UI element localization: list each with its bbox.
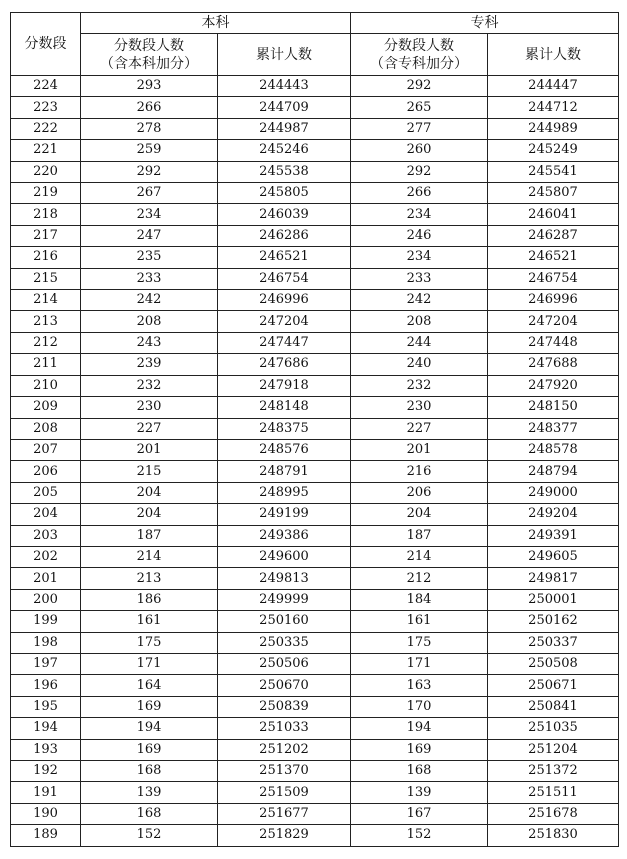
cell-zhuanke-cumulative: 244989 (488, 118, 619, 139)
cell-benke-cumulative: 244987 (218, 118, 351, 139)
cell-score: 205 (11, 482, 81, 503)
header-zhuanke-cumulative: 累计人数 (488, 34, 619, 76)
cell-zhuanke-cumulative: 251830 (488, 825, 619, 846)
table-row (11, 803, 619, 824)
cell-zhuanke-cumulative: 246287 (488, 225, 619, 246)
cell-score: 189 (11, 825, 81, 846)
cell-score: 215 (11, 268, 81, 289)
table-row (11, 761, 619, 782)
cell-zhuanke-count: 234 (351, 247, 488, 268)
cell-benke-cumulative: 247686 (218, 354, 351, 375)
cell-score: 197 (11, 653, 81, 674)
table-body (11, 76, 619, 847)
table-row (11, 247, 619, 268)
cell-zhuanke-cumulative: 245249 (488, 140, 619, 161)
cell-benke-cumulative: 250335 (218, 632, 351, 653)
cell-zhuanke-cumulative: 249391 (488, 525, 619, 546)
cell-benke-cumulative: 246286 (218, 225, 351, 246)
cell-zhuanke-count: 266 (351, 183, 488, 204)
cell-benke-count: 259 (81, 140, 218, 161)
cell-zhuanke-cumulative: 244712 (488, 97, 619, 118)
cell-benke-count: 233 (81, 268, 218, 289)
table-row (11, 204, 619, 225)
cell-score: 193 (11, 739, 81, 760)
table-row (11, 675, 619, 696)
cell-benke-count: 168 (81, 761, 218, 782)
cell-score: 207 (11, 439, 81, 460)
cell-benke-count: 232 (81, 375, 218, 396)
cell-score: 201 (11, 568, 81, 589)
header-benke: 本科 (81, 13, 351, 34)
cell-benke-cumulative: 250670 (218, 675, 351, 696)
table-row (11, 504, 619, 525)
cell-zhuanke-count: 168 (351, 761, 488, 782)
cell-zhuanke-count: 234 (351, 204, 488, 225)
cell-score: 219 (11, 183, 81, 204)
table-row (11, 525, 619, 546)
table-row (11, 589, 619, 610)
cell-zhuanke-cumulative: 245807 (488, 183, 619, 204)
table-row (11, 268, 619, 289)
cell-zhuanke-cumulative: 248794 (488, 461, 619, 482)
cell-benke-cumulative: 250506 (218, 653, 351, 674)
cell-zhuanke-count: 265 (351, 97, 488, 118)
table-row (11, 739, 619, 760)
cell-zhuanke-cumulative: 249000 (488, 482, 619, 503)
cell-zhuanke-count: 214 (351, 546, 488, 567)
cell-zhuanke-count: 260 (351, 140, 488, 161)
cell-score: 214 (11, 290, 81, 311)
cell-benke-count: 227 (81, 418, 218, 439)
cell-zhuanke-count: 246 (351, 225, 488, 246)
cell-benke-count: 215 (81, 461, 218, 482)
cell-zhuanke-cumulative: 250671 (488, 675, 619, 696)
cell-benke-cumulative: 244443 (218, 76, 351, 97)
cell-benke-cumulative: 251370 (218, 761, 351, 782)
header-score: 分数段 (11, 13, 81, 76)
cell-benke-cumulative: 251202 (218, 739, 351, 760)
table-row (11, 718, 619, 739)
cell-score: 223 (11, 97, 81, 118)
cell-benke-count: 175 (81, 632, 218, 653)
header-zhuanke-count-line2: （含专科加分） (370, 55, 468, 72)
cell-benke-count: 194 (81, 718, 218, 739)
cell-benke-count: 152 (81, 825, 218, 846)
table-row (11, 418, 619, 439)
table-row (11, 76, 619, 97)
table-row (11, 653, 619, 674)
cell-benke-cumulative: 246996 (218, 290, 351, 311)
cell-zhuanke-count: 227 (351, 418, 488, 439)
cell-score: 208 (11, 418, 81, 439)
cell-zhuanke-count: 242 (351, 290, 488, 311)
cell-benke-count: 267 (81, 183, 218, 204)
cell-score: 200 (11, 589, 81, 610)
cell-zhuanke-cumulative: 250162 (488, 611, 619, 632)
cell-zhuanke-count: 152 (351, 825, 488, 846)
cell-benke-count: 235 (81, 247, 218, 268)
cell-benke-cumulative: 246039 (218, 204, 351, 225)
cell-benke-cumulative: 247918 (218, 375, 351, 396)
cell-zhuanke-cumulative: 248377 (488, 418, 619, 439)
table-row (11, 611, 619, 632)
table-row (11, 375, 619, 396)
table-row (11, 140, 619, 161)
cell-score: 210 (11, 375, 81, 396)
cell-zhuanke-cumulative: 248150 (488, 397, 619, 418)
table-row (11, 461, 619, 482)
cell-benke-cumulative: 250839 (218, 696, 351, 717)
header-zhuanke: 专科 (351, 13, 619, 34)
table-row (11, 225, 619, 246)
cell-zhuanke-cumulative: 246041 (488, 204, 619, 225)
header-row-columns (11, 34, 619, 76)
cell-score: 204 (11, 504, 81, 525)
cell-score: 212 (11, 332, 81, 353)
cell-zhuanke-count: 233 (351, 268, 488, 289)
cell-benke-count: 201 (81, 439, 218, 460)
cell-zhuanke-count: 201 (351, 439, 488, 460)
cell-zhuanke-cumulative: 249817 (488, 568, 619, 589)
cell-zhuanke-count: 292 (351, 76, 488, 97)
cell-zhuanke-count: 167 (351, 803, 488, 824)
cell-zhuanke-count: 204 (351, 504, 488, 525)
cell-benke-cumulative: 251829 (218, 825, 351, 846)
cell-zhuanke-cumulative: 247448 (488, 332, 619, 353)
cell-zhuanke-count: 277 (351, 118, 488, 139)
cell-zhuanke-count: 244 (351, 332, 488, 353)
cell-benke-cumulative: 247447 (218, 332, 351, 353)
cell-zhuanke-cumulative: 247204 (488, 311, 619, 332)
cell-score: 192 (11, 761, 81, 782)
table-row (11, 161, 619, 182)
cell-benke-cumulative: 245805 (218, 183, 351, 204)
cell-benke-cumulative: 246521 (218, 247, 351, 268)
cell-score: 202 (11, 546, 81, 567)
cell-zhuanke-count: 230 (351, 397, 488, 418)
cell-zhuanke-cumulative: 250001 (488, 589, 619, 610)
cell-benke-cumulative: 248148 (218, 397, 351, 418)
cell-score: 195 (11, 696, 81, 717)
cell-score: 206 (11, 461, 81, 482)
cell-benke-cumulative: 251033 (218, 718, 351, 739)
cell-benke-count: 168 (81, 803, 218, 824)
cell-score: 222 (11, 118, 81, 139)
cell-benke-cumulative: 249199 (218, 504, 351, 525)
cell-benke-count: 214 (81, 546, 218, 567)
cell-zhuanke-count: 240 (351, 354, 488, 375)
cell-zhuanke-count: 194 (351, 718, 488, 739)
cell-zhuanke-cumulative: 249204 (488, 504, 619, 525)
cell-benke-count: 169 (81, 696, 218, 717)
cell-benke-cumulative: 247204 (218, 311, 351, 332)
cell-zhuanke-count: 171 (351, 653, 488, 674)
table-row (11, 782, 619, 803)
cell-zhuanke-cumulative: 250508 (488, 653, 619, 674)
cell-score: 224 (11, 76, 81, 97)
table-row (11, 439, 619, 460)
cell-benke-count: 292 (81, 161, 218, 182)
cell-zhuanke-cumulative: 251372 (488, 761, 619, 782)
header-benke-count-line2: （含本科加分） (100, 55, 198, 72)
cell-zhuanke-cumulative: 251678 (488, 803, 619, 824)
cell-benke-cumulative: 245538 (218, 161, 351, 182)
cell-benke-count: 204 (81, 504, 218, 525)
cell-benke-count: 208 (81, 311, 218, 332)
cell-zhuanke-cumulative: 245541 (488, 161, 619, 182)
header-row-groups (11, 13, 619, 34)
cell-benke-count: 239 (81, 354, 218, 375)
table-row (11, 311, 619, 332)
cell-score: 190 (11, 803, 81, 824)
cell-benke-cumulative: 244709 (218, 97, 351, 118)
score-distribution-table (10, 12, 619, 847)
cell-zhuanke-count: 184 (351, 589, 488, 610)
table-row (11, 97, 619, 118)
cell-score: 217 (11, 225, 81, 246)
table-row (11, 354, 619, 375)
cell-score: 220 (11, 161, 81, 182)
cell-benke-cumulative: 248995 (218, 482, 351, 503)
table-row (11, 290, 619, 311)
table-row (11, 546, 619, 567)
cell-zhuanke-count: 206 (351, 482, 488, 503)
header-benke-cumulative: 累计人数 (218, 34, 351, 76)
cell-zhuanke-count: 169 (351, 739, 488, 760)
cell-benke-count: 243 (81, 332, 218, 353)
cell-benke-cumulative: 251509 (218, 782, 351, 803)
header-benke-count-line1: 分数段人数 (114, 37, 184, 54)
cell-benke-cumulative: 248576 (218, 439, 351, 460)
cell-benke-cumulative: 249600 (218, 546, 351, 567)
cell-score: 218 (11, 204, 81, 225)
cell-zhuanke-count: 232 (351, 375, 488, 396)
cell-zhuanke-count: 216 (351, 461, 488, 482)
cell-benke-count: 247 (81, 225, 218, 246)
cell-score: 211 (11, 354, 81, 375)
cell-benke-count: 204 (81, 482, 218, 503)
table-header (11, 13, 619, 76)
table-row (11, 118, 619, 139)
cell-zhuanke-count: 163 (351, 675, 488, 696)
cell-benke-cumulative: 249999 (218, 589, 351, 610)
cell-zhuanke-count: 292 (351, 161, 488, 182)
cell-score: 203 (11, 525, 81, 546)
table-row (11, 696, 619, 717)
cell-benke-count: 186 (81, 589, 218, 610)
header-zhuanke-count (351, 34, 488, 76)
cell-zhuanke-cumulative: 246996 (488, 290, 619, 311)
cell-benke-cumulative: 251677 (218, 803, 351, 824)
cell-benke-cumulative: 248791 (218, 461, 351, 482)
cell-benke-count: 139 (81, 782, 218, 803)
cell-score: 194 (11, 718, 81, 739)
cell-benke-count: 187 (81, 525, 218, 546)
cell-score: 209 (11, 397, 81, 418)
cell-zhuanke-cumulative: 246754 (488, 268, 619, 289)
table-row (11, 332, 619, 353)
table-row (11, 397, 619, 418)
cell-benke-count: 293 (81, 76, 218, 97)
cell-zhuanke-cumulative: 249605 (488, 546, 619, 567)
cell-benke-count: 234 (81, 204, 218, 225)
cell-benke-count: 242 (81, 290, 218, 311)
cell-zhuanke-cumulative: 251035 (488, 718, 619, 739)
cell-score: 213 (11, 311, 81, 332)
cell-benke-count: 169 (81, 739, 218, 760)
cell-zhuanke-count: 208 (351, 311, 488, 332)
cell-benke-count: 161 (81, 611, 218, 632)
cell-zhuanke-count: 212 (351, 568, 488, 589)
cell-benke-count: 278 (81, 118, 218, 139)
cell-zhuanke-cumulative: 248578 (488, 439, 619, 460)
table-row (11, 482, 619, 503)
table-row (11, 632, 619, 653)
cell-benke-count: 230 (81, 397, 218, 418)
cell-benke-cumulative: 246754 (218, 268, 351, 289)
table-row (11, 825, 619, 846)
cell-zhuanke-count: 139 (351, 782, 488, 803)
cell-score: 198 (11, 632, 81, 653)
cell-score: 216 (11, 247, 81, 268)
cell-zhuanke-cumulative: 251204 (488, 739, 619, 760)
cell-zhuanke-cumulative: 251511 (488, 782, 619, 803)
header-zhuanke-count-line1: 分数段人数 (384, 37, 454, 54)
cell-zhuanke-count: 161 (351, 611, 488, 632)
table-row (11, 183, 619, 204)
cell-score: 191 (11, 782, 81, 803)
cell-benke-count: 266 (81, 97, 218, 118)
cell-benke-cumulative: 250160 (218, 611, 351, 632)
cell-benke-cumulative: 248375 (218, 418, 351, 439)
cell-score: 199 (11, 611, 81, 632)
cell-benke-count: 171 (81, 653, 218, 674)
cell-benke-cumulative: 245246 (218, 140, 351, 161)
header-benke-count (81, 34, 218, 76)
cell-score: 196 (11, 675, 81, 696)
cell-zhuanke-cumulative: 250841 (488, 696, 619, 717)
cell-zhuanke-count: 187 (351, 525, 488, 546)
cell-benke-cumulative: 249386 (218, 525, 351, 546)
cell-benke-count: 164 (81, 675, 218, 696)
cell-zhuanke-cumulative: 246521 (488, 247, 619, 268)
cell-benke-cumulative: 249813 (218, 568, 351, 589)
table-row (11, 568, 619, 589)
cell-zhuanke-count: 170 (351, 696, 488, 717)
cell-zhuanke-cumulative: 250337 (488, 632, 619, 653)
cell-zhuanke-cumulative: 247920 (488, 375, 619, 396)
cell-zhuanke-count: 175 (351, 632, 488, 653)
cell-score: 221 (11, 140, 81, 161)
cell-zhuanke-cumulative: 244447 (488, 76, 619, 97)
cell-benke-count: 213 (81, 568, 218, 589)
cell-zhuanke-cumulative: 247688 (488, 354, 619, 375)
